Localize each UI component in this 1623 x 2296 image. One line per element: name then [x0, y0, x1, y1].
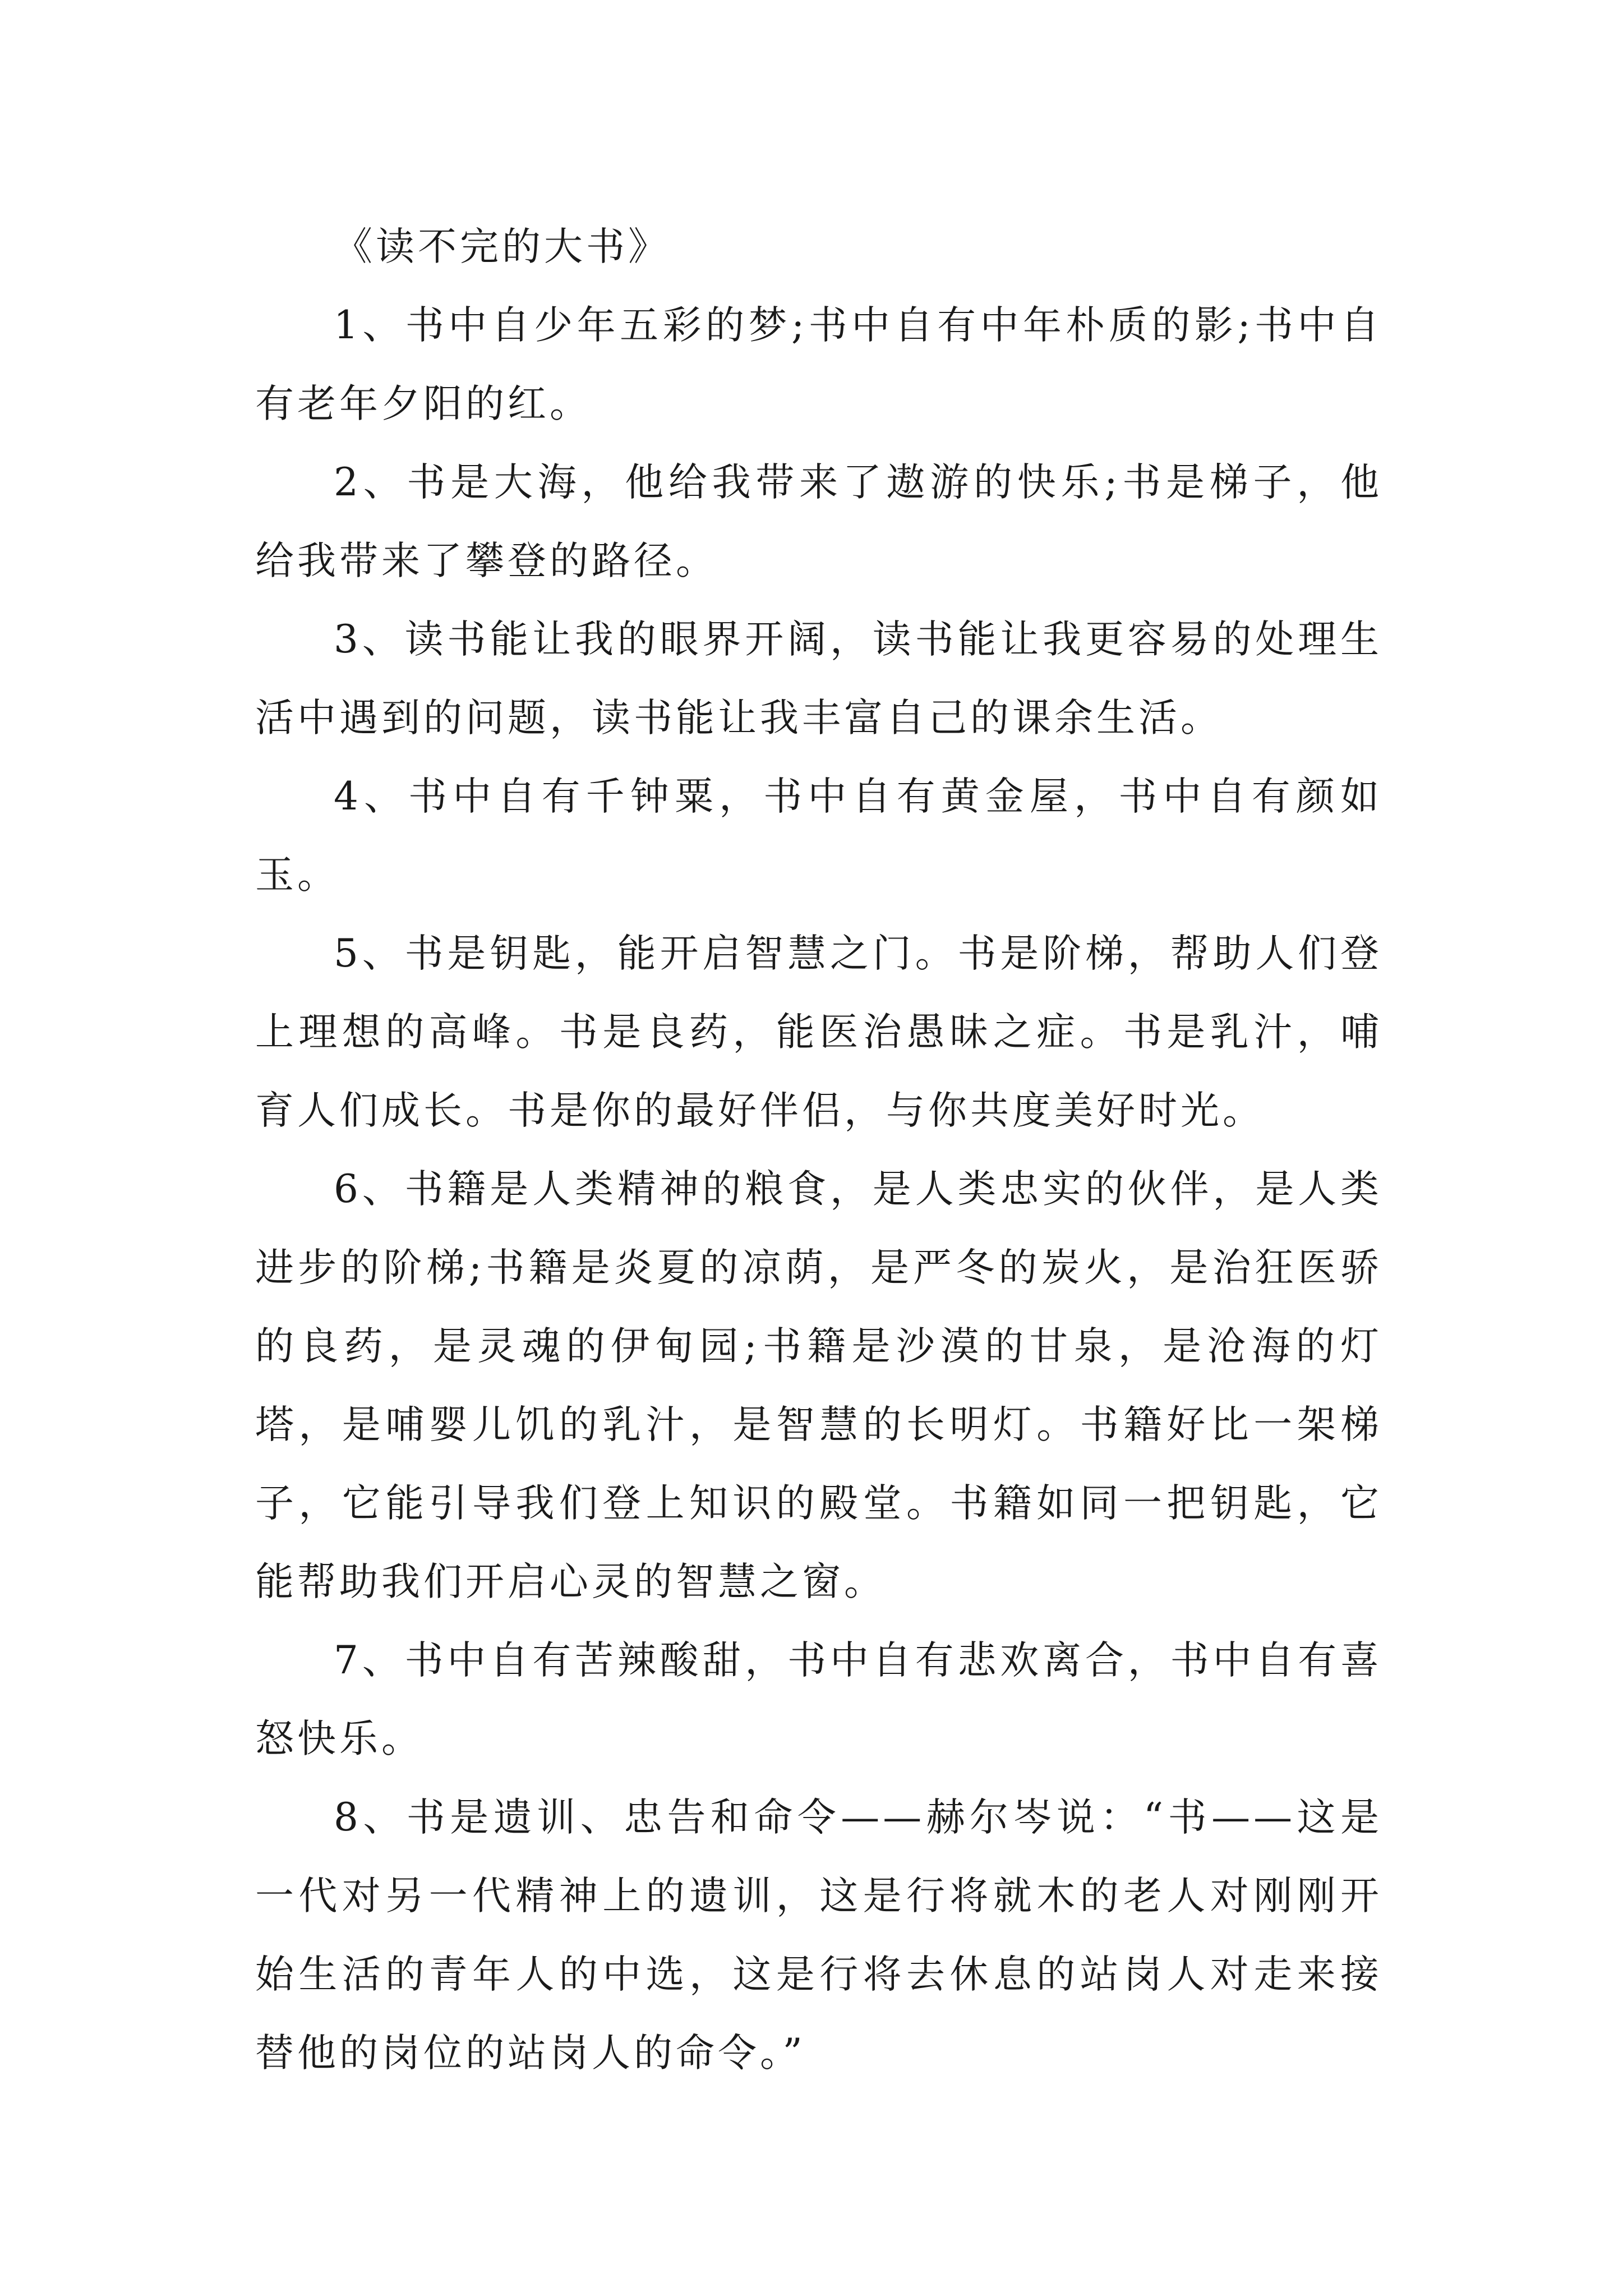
- paragraph-2: 2、书是大海，他给我带来了遨游的快乐;书是梯子，他给我带来了攀登的路径。: [255, 460, 1382, 583]
- paragraph-3: 3、读书能让我的眼界开阔，读书能让我更容易的处理生活中遇到的问题，读书能让我丰富自己的课余生活。: [255, 617, 1382, 740]
- paragraph-4: 4、书中自有千钟粟，书中自有黄金屋，书中自有颜如玉。: [255, 774, 1382, 898]
- document-title: 《读不完的大书》: [334, 224, 670, 269]
- paragraph-8: 8、书是遗训、忠告和命令——赫尔岑说：“书——这是一代对另一代精神上的遗训，这是行将就木的老人对刚刚开始生活的青年人的中选，这是行将去休息的站岗人对走来接替他的岗位的站岗人的命令。”: [255, 1795, 1382, 2076]
- paragraph-7: 7、书中自有苦辣酸甜，书中自有悲欢离合，书中自有喜怒快乐。: [255, 1638, 1382, 1761]
- document-body: [255, 208, 1382, 2092]
- paragraph-5: 5、书是钥匙，能开启智慧之门。书是阶梯，帮助人们登上理想的高峰。书是良药，能医治愚昧之症。书是乳汁，哺育人们成长。书是你的最好伴侣，与你共度美好时光。: [255, 931, 1382, 1133]
- paragraph-1: 1、书中自少年五彩的梦;书中自有中年朴质的影;书中自有老年夕阳的红。: [255, 303, 1382, 426]
- paragraph-6: 6、书籍是人类精神的粮食，是人类忠实的伙伴，是人类进步的阶梯;书籍是炎夏的凉荫，是严冬的炭火，是治狂医骄的良药，是灵魂的伊甸园;书籍是沙漠的甘泉，是沧海的灯塔，是哺婴儿饥的乳汁，是智慧的长明灯。书籍好比一架梯子，它能引导我们登上知识的殿堂。书籍如同一把钥匙，它能帮助我们开启心灵的智慧之窗。: [255, 1167, 1382, 1604]
